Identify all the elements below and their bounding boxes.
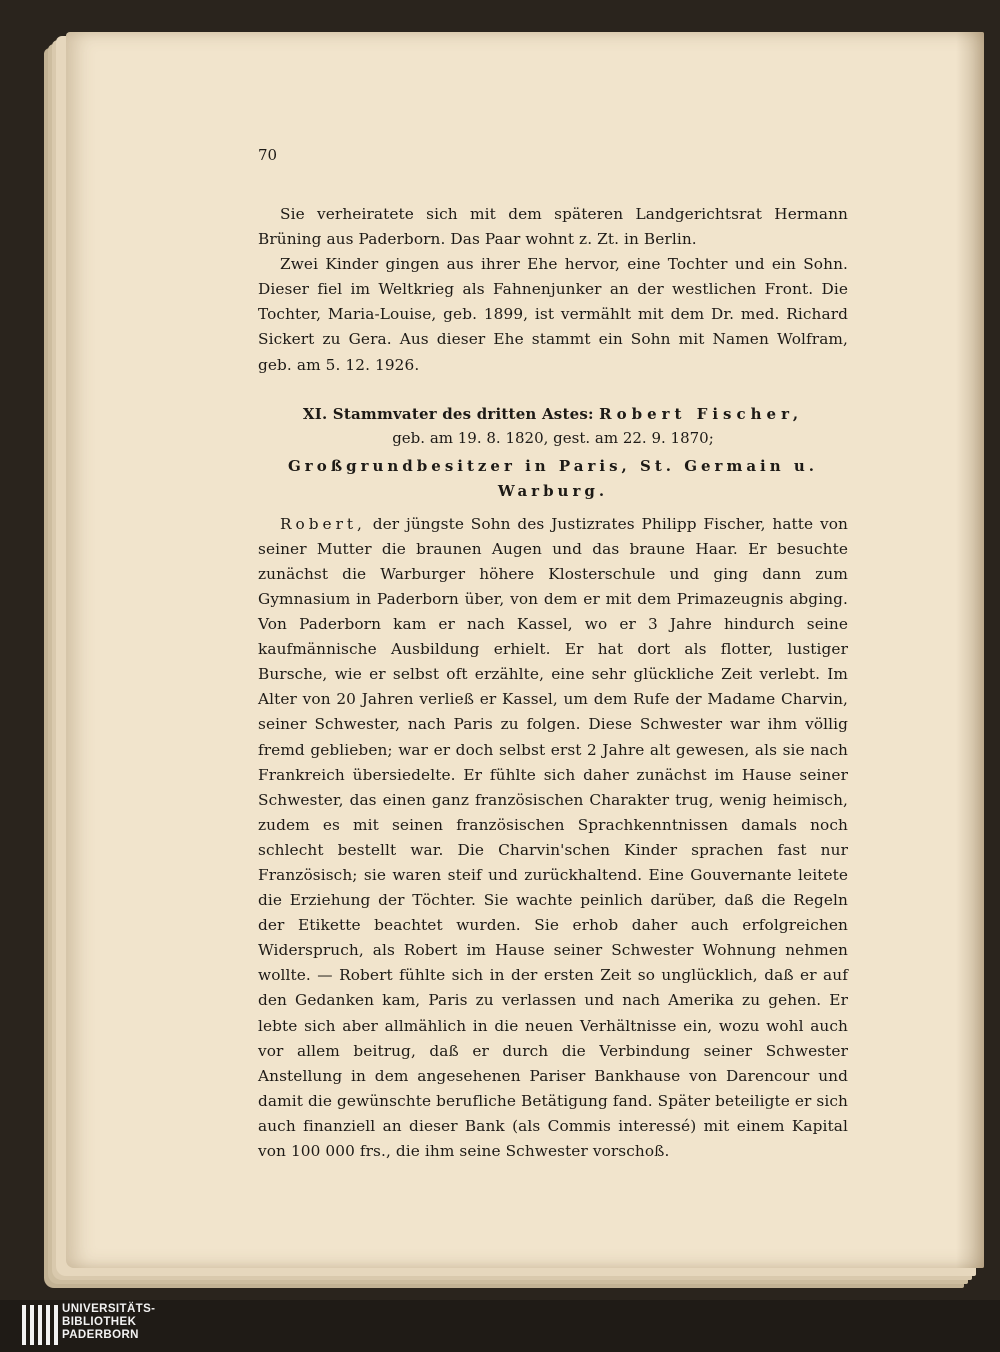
paragraph-robert-lead: Robert,	[280, 514, 366, 533]
section-estate: Großgrundbesitzer in Paris, St. Germain u. Warburg.	[287, 456, 818, 500]
section-heading	[258, 402, 848, 426]
paragraph-marriage: Sie verheiratete sich mit dem späteren Landgerichtsrat Hermann Brüning aus Paderborn. Das Paar wohnt z. Zt. in Berlin.	[258, 205, 848, 249]
logo-line-2: BIBLIOTHEK	[62, 1316, 137, 1328]
paragraph-robert-body: der jüngste Sohn des Justizrates Philipp Fischer, hatte von seiner Mutter die braunen Augen und das braune Haar. Er besuchte zunächst die Warburger höhere Klosterschule und ging dann zum Gymnasium in Paderborn über, von dem er mit dem Primazeugnis abging. Von Paderborn kam er nach Kassel, wo er 3 Jahre hindurch seine kaufmännische Ausbildung erhielt. Er hat dort als flotter, lustiger Bursche, wie er selbst oft erzählte, eine sehr glückliche Zeit verlebt. Im Alter von 20 Jahren verließ er Kassel, um dem Rufe der Madame Charvin, seiner Schwester, nach Paris zu folgen. Diese Schwester war ihm völlig fremd geblieben; war er doch selbst erst 2 Jahre alt gewesen, als sie nach Frankreich übersiedelte. Er fühlte sich daher zunächst im Hause seiner Schwester, das einen ganz französischen Charakter trug, wenig heimisch, zudem es mit seinen französischen Sprachkenntnissen damals noch schlecht bestellt war. Die Charvin'schen Kinder sprachen fast nur Französisch; sie waren steif und zurückhaltend. Eine Gouvernante leitete die Erziehung der Töchter. Sie wachte peinlich darüber, daß die Regeln der Etikette beachtet wurden. Sie erhob daher auch erfolgreichen Widerspruch, als Robert im Hause seiner Schwester Wohnung nehmen wollte. — Robert fühlte sich in der ersten Zeit so unglücklich, daß er auf den Gedanken kam, Paris zu verlassen und nach Amerika zu gehen. Er lebte sich aber allmählich in die neuen Verhältnisse ein, wozu wohl auch vor allem beitrug, daß er durch die Verbindung seiner Schwester Anstellung in dem angesehenen Pariser Bankhause von Darencour und damit die gewünschte berufliche Betätigung fand. Später beteiligte er sich auch finanziell an dieser Bank (als Commis interessé) mit einem Kapital von 100 000 frs., die ihm seine Schwester vorschoß.	[258, 514, 848, 1160]
library-logo-icon	[22, 1305, 58, 1345]
page-text	[258, 146, 848, 1164]
logo-line-3: PADERBORN	[62, 1329, 139, 1341]
section-heading-prefix: XI. Stammvater des dritten Astes:	[302, 404, 594, 423]
paragraph-robert	[258, 512, 848, 1164]
library-logo-text	[62, 1303, 155, 1342]
logo-line-1: UNIVERSITÄTS-	[62, 1303, 156, 1315]
page-number: 70	[258, 146, 278, 164]
section-heading-name: Robert Fischer,	[599, 404, 804, 423]
page-gutter-shadow	[956, 32, 984, 1268]
section-dates: geb. am 19. 8. 1820, gest. am 22. 9. 1870;	[392, 428, 714, 447]
paragraph-children: Zwei Kinder gingen aus ihrer Ehe hervor, eine Tochter und ein Sohn. Dieser fiel im Weltkrieg als Fahnenjunker an der westlichen Front. Die Tochter, Maria-Louise, geb. 1899, ist vermählt mit dem Dr. med. Richard Sickert zu Gera. Aus dieser Ehe stammt ein Sohn mit Namen Wolfram, geb. am 5. 12. 1926.	[258, 255, 848, 374]
